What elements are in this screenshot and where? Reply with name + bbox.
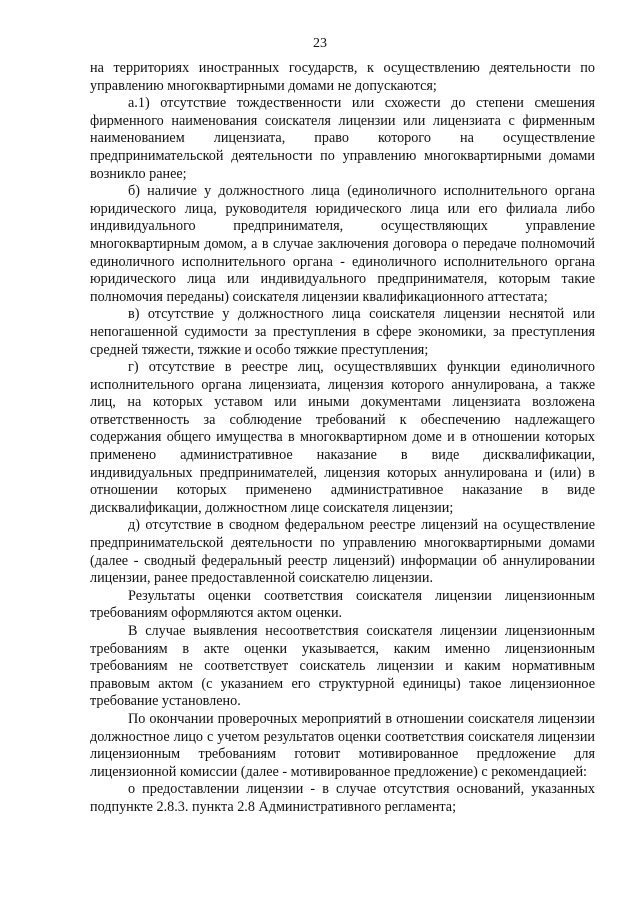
paragraph-grant-license: о предоставлении лицензии - в случае отсутствия оснований, указанных подпункте 2.8.3. пункта 2.8 Административного регламента; — [90, 781, 595, 815]
paragraph-b: б) наличие у должностного лица (единоличного исполнительного органа юридического лица, руководителя юридического лица или его филиала либо индивидуального предпринимателя, осуществляющих управление многоквартирным домом, а в случае заключения договора о передаче полномочий единоличного исполнительного органа - единоличного исполнительного органа юридического лица или индивидуального предпринимателя, которым такие полномочия переданы) соискателя лицензии квалификационного аттестата; — [90, 183, 595, 305]
paragraph-a1: а.1) отсутствие тождественности или схожести до степени смешения фирменного наименования соискателя лицензии или лицензиата с фирменным наименованием лицензиата, право которого на осуществление предпринимательской деятельности по управлению многоквартирными домами возникло ранее; — [90, 95, 595, 182]
paragraph-g: г) отсутствие в реестре лиц, осуществлявших функции единоличного исполнительного органа лицензиата, лицензия которого аннулирована, а также лиц, на которых уставом или иными документами лицензиата возложена ответственность за соблюдение требований к обеспечению надлежащего содержания общего имущества в многоквартирном доме и в отношении которых применено административное наказание в виде дисквалификации, индивидуальных предпринимателей, лицензия которых аннулирована и (или) в отношении которых применено административное наказание в виде дисквалификации, должностном лице соискателя лицензии; — [90, 359, 595, 516]
document-body — [90, 60, 595, 817]
paragraph-v: в) отсутствие у должностного лица соискателя лицензии неснятой или непогашенной судимости за преступления в сфере экономики, за преступления средней тяжести, тяжкие и особо тяжкие преступления; — [90, 306, 595, 358]
paragraph-assessment-results: Результаты оценки соответствия соискателя лицензии лицензионным требованиям оформляются актом оценки. — [90, 587, 595, 622]
paragraph-motivated-proposal: По окончании проверочных мероприятий в отношении соискателя лицензии должностное лицо с учетом результатов оценки соответствия соискателя лицензии лицензионным требованиям готовит мотивированное предложение для лицензионной комиссии (далее - мотивированное предложение) с рекомендацией: — [90, 710, 595, 780]
paragraph-d: д) отсутствие в сводном федеральном реестре лицензий на осуществление предпринимательской деятельности по управлению многоквартирными домами (далее - сводный федеральный реестр лицензий) информации об аннулировании лицензии, ранее предоставленной соискателю лицензии. — [90, 517, 595, 587]
page-number: 23 — [313, 36, 327, 51]
paragraph-nonconformity: В случае выявления несоответствия соискателя лицензии лицензионным требованиям в акте оценки указывается, каким именно лицензионным требованиям не соответствует соискатель лицензии и каким нормативным правовым актом (с указанием его структурной единицы) такое лицензионное требование установлено. — [90, 623, 595, 710]
paragraph-continuation: на территориях иностранных государств, к осуществлению деятельности по управлению многоквартирными домами не допускаются; — [90, 60, 595, 94]
